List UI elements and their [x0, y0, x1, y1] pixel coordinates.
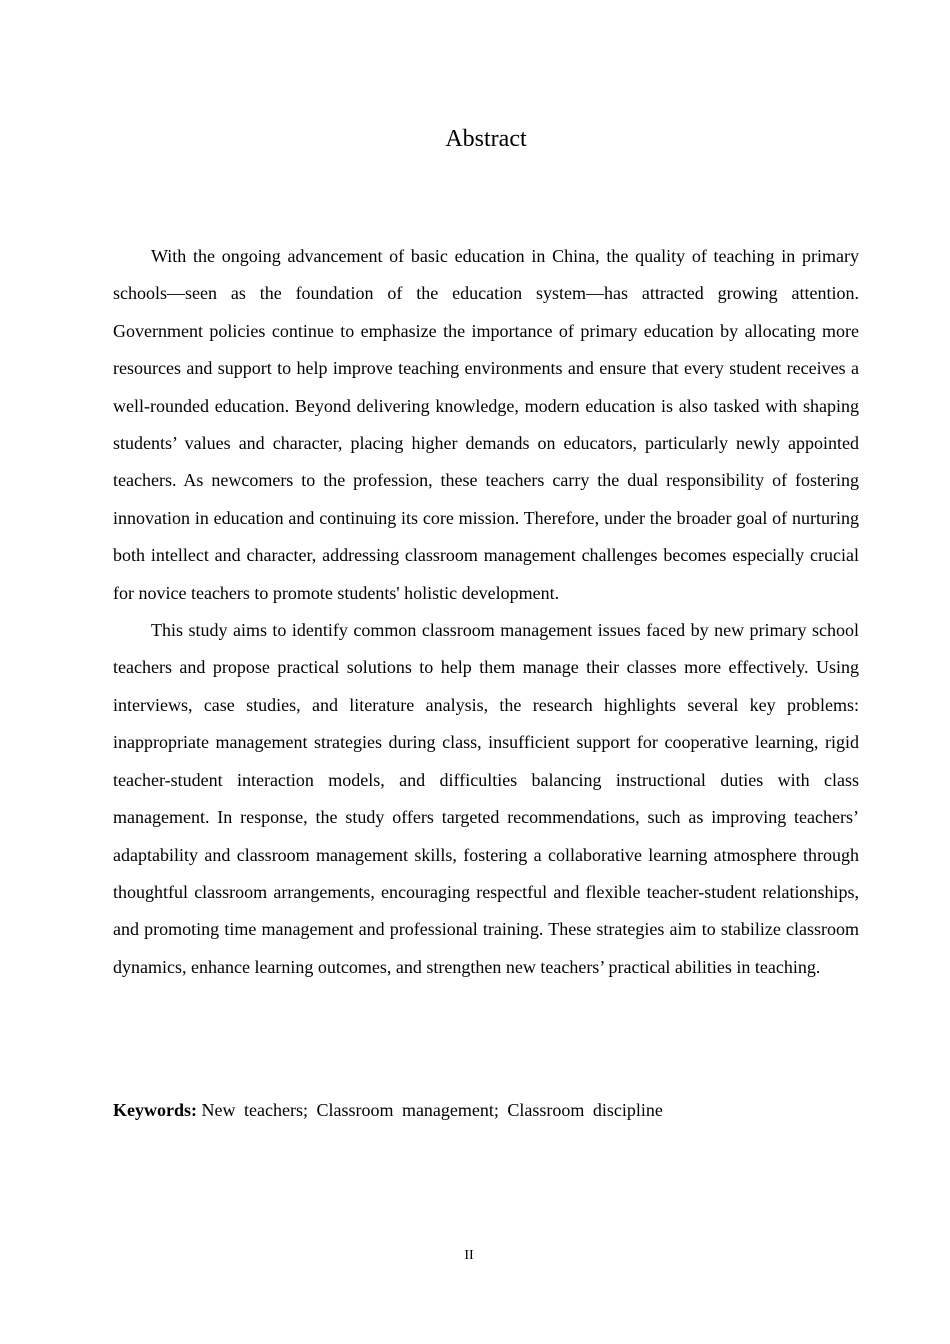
abstract-paragraph-1: With the ongoing advancement of basic education in China, the quality of teaching in primary schools—seen as the foundation of the education system—has attracted growing attention. Government policies continue to emphasize the importance of primary education by allocating more resources and support to help improve teaching environments and ensure that every student receives a well-rounded education. Beyond delivering knowledge, modern education is also tasked with shaping students’ values and character, placing higher demands on educators, particularly newly appointed teachers. As newcomers to the profession, these teachers carry the dual responsibility of fostering innovation in education and continuing its core mission. Therefore, under the broader goal of nurturing both intellect and character, addressing classroom management challenges becomes especially crucial for novice teachers to promote students' holistic development.: [113, 246, 859, 603]
keywords-label: Keywords:: [113, 1100, 197, 1120]
abstract-title: Abstract: [445, 126, 527, 152]
abstract-body: [113, 238, 859, 986]
keywords-values: New teachers; Classroom management; Classroom discipline: [201, 1100, 663, 1120]
keywords-line: [113, 1094, 859, 1126]
abstract-paragraph-2: This study aims to identify common classroom management issues faced by new primary school teachers and propose practical solutions to help them manage their classes more effectively. Using interviews, case studies, and literature analysis, the research highlights several key problems: inappropriate management strategies during class, insufficient support for cooperative learning, rigid teacher-student interaction models, and difficulties balancing instructional duties with class management. In response, the study offers targeted recommendations, such as improving teachers’ adaptability and classroom management skills, fostering a collaborative learning atmosphere through thoughtful classroom arrangements, encouraging respectful and flexible teacher-student relationships, and promoting time management and professional training. These strategies aim to stabilize classroom dynamics, enhance learning outcomes, and strengthen new teachers’ practical abilities in teaching.: [113, 620, 859, 977]
page-number: II: [464, 1248, 474, 1263]
